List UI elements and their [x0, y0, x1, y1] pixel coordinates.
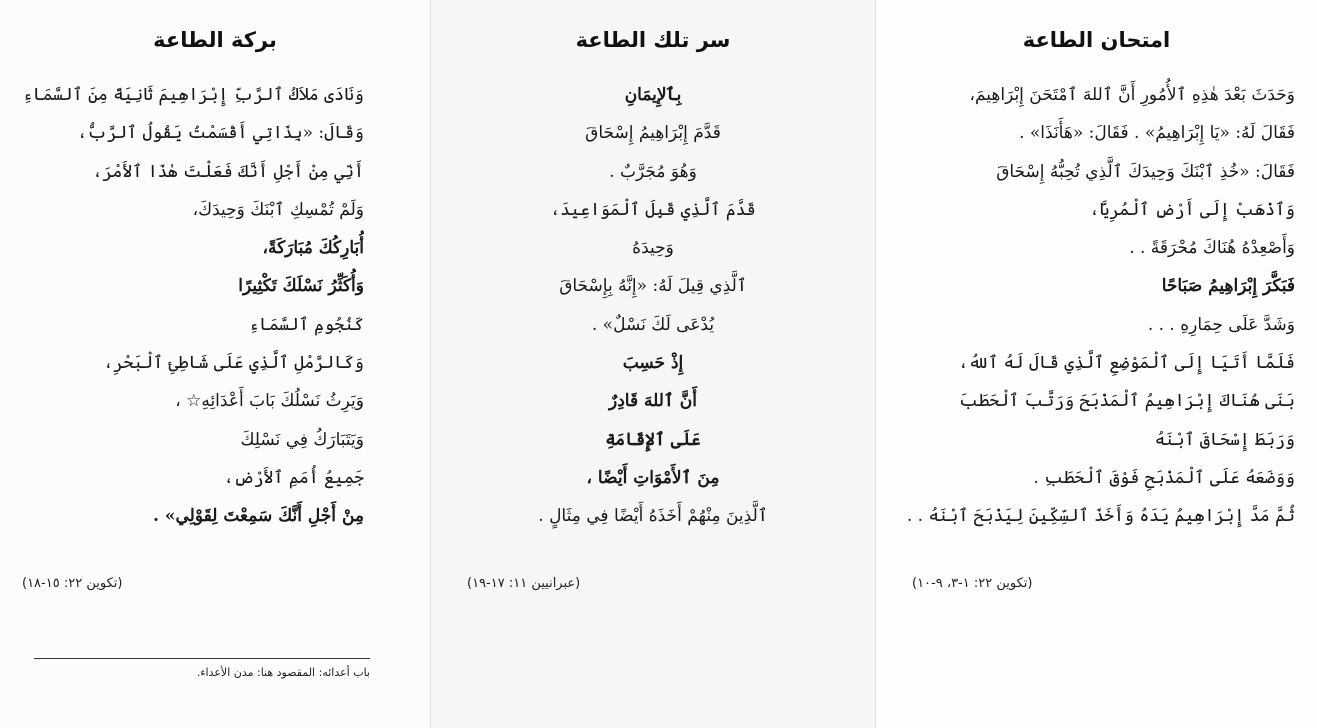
verse-line: وَرَبَطَ إِسْحَاقَ ٱبْنَهُ	[1154, 429, 1295, 450]
verse-line: كَنُجُومِ ٱلسَّمَاءِ	[249, 314, 364, 335]
verse-line: فَقَالَ: «خُذِ ٱبْنَكَ وَحِيدَكَ ٱلَّذِي تُحِبُّهُ إِسْحَاقَ	[996, 161, 1295, 182]
verse-line: فَلَمَّا أَتَيَا إِلَى ٱلْمَوْضِعِ ٱلَّذِي قَالَ لَهُ ٱللهُ،	[958, 353, 1295, 374]
verse-line: فَقَالَ لَهُ: «يَا إِبْرَاهِيمُ» . فَقَالَ: «هَأَنَذَا» .	[1019, 123, 1295, 144]
verse-line: ٱلَّذِينَ مِنْهُمْ أَخَذَهُ أَيْضًا فِي مِثَالٍ .	[538, 506, 768, 527]
panel-blessing-of-obedience	[0, 0, 430, 728]
footnote-divider	[34, 658, 370, 659]
verse-line: وَلَمْ تُمْسِكِ ٱبْنَكَ وَحِيدَكَ،	[192, 199, 364, 220]
verse-line: وَٱذْهَبْ إِلَى أَرْضِ ٱلْمُرِيَّا،	[1089, 199, 1295, 220]
verse-list	[876, 76, 1317, 536]
verse-list	[0, 76, 430, 536]
verse-line: أَنِّي مِنْ أَجْلِ أَنَّكَ فَعَلْتَ هٰذَا ٱلأَمْرَ،	[92, 161, 364, 182]
verse-line: وَقَالَ: «بِذَاتِي أَقْسَمْتُ يَقُولُ ٱلرَّبُّ،	[77, 123, 364, 144]
verse-line: وَحِيدَهُ	[632, 238, 674, 259]
verse-line: وَيَتَبَارَكُ فِي نَسْلِكَ	[240, 429, 364, 450]
footnote: باب أعدائه: المقصود هنا: مدن الأعداء.	[196, 666, 370, 679]
verse-line: أَنَّ ٱللهَ قَادِرٌ	[608, 391, 697, 412]
verse-line: جَمِيعُ أُمَمِ ٱلأَرْضِ،	[223, 467, 364, 488]
verse-line: وَهُوَ مُجَرَّبٌ .	[609, 161, 697, 182]
verse-line: يُدْعَى لَكَ نَسْلٌ» .	[591, 314, 715, 335]
verse-line: فَبَكَّرَ إِبْرَاهِيمُ صَبَاحًا	[1161, 276, 1295, 297]
scripture-reference: (عبرانيين ١١: ١٧-١٩)	[467, 576, 581, 591]
verse-line: وَأَصْعِدْهُ هُنَاكَ مُحْرَقَةً . .	[1129, 238, 1295, 259]
verse-line: وَشَدَّ عَلَى حِمَارِهِ . . .	[1147, 314, 1295, 335]
verse-line: وَنَادَى مَلاَكُ ٱلرَّبِّ إِبْرَاهِيمَ ثَانِيَةً مِنَ ٱلسَّمَاءِ	[22, 85, 364, 105]
verse-line: قَدَّمَ إِبْرَاهِيمُ إِسْحَاقَ	[585, 123, 721, 144]
verse-line: أُبَارِكُكَ مُبَارَكَةً،	[262, 238, 364, 259]
verse-line: بَنَى هُنَاكَ إِبْرَاهِيمُ ٱلْمَذْبَحَ وَرَتَّبَ ٱلْحَطَبَ	[959, 391, 1295, 412]
panel-secret-of-obedience	[430, 0, 876, 728]
scripture-reference: (تكوين ٢٢: ١٥-١٨)	[22, 576, 123, 591]
panel-title: سر تلك الطاعة	[575, 28, 731, 52]
verse-line: عَلَى ٱلإِقَامَةِ	[605, 429, 701, 450]
verse-line: مِنْ أَجْلِ أَنَّكَ سَمِعْتَ لِقَوْلِي» .	[153, 506, 364, 527]
verse-line: إِذْ حَسِبَ	[622, 353, 684, 374]
verse-line: ثُمَّ مَدَّ إِبْرَاهِيمُ يَدَهُ وَأَخَذَ ٱلسِّكِّينَ لِيَذْبَحَ ٱبْنَهُ . .	[906, 506, 1295, 527]
verse-line: وَيَرِثُ نَسْلُكَ بَابَ أَعْدَائِهِ☆ ،	[175, 391, 364, 412]
verse-line: وَأُكَثِّرُ نَسْلَكَ تَكْثِيرًا	[238, 276, 364, 297]
panel-test-of-obedience	[876, 0, 1317, 728]
verse-line: وَوَضَعَهُ عَلَى ٱلْمَذْبَحِ فَوْقَ ٱلْحَطَبِ .	[1033, 467, 1295, 488]
scripture-reference: (تكوين ٢٢: ١-٣، ٩-١٠)	[912, 576, 1033, 591]
panel-title: بركة الطاعة	[153, 28, 277, 52]
verse-line: قَدَّمَ ٱلَّذِي قَبِلَ ٱلْمَوَاعِيدَ،	[550, 199, 756, 220]
verse-line: وَكَالرَّمْلِ ٱلَّذِي عَلَى شَاطِئِ ٱلْبَحْرِ،	[103, 353, 364, 374]
verse-line: وَحَدَثَ بَعْدَ هٰذِهِ ٱلأُمُورِ أَنَّ ٱللهَ ٱمْتَحَنَ إِبْرَاهِيمَ،	[969, 85, 1295, 105]
verse-line: ٱلَّذِي قِيلَ لَهُ: «إِنَّهُ بِإِسْحَاقَ	[559, 276, 747, 297]
panel-title: امتحان الطاعة	[1022, 28, 1171, 52]
verse-list	[431, 76, 875, 536]
verse-line: بِٱلإِيمَانِ	[624, 85, 682, 105]
verse-line: مِنَ ٱلأَمْوَاتِ أَيْضًا ،	[586, 467, 720, 488]
